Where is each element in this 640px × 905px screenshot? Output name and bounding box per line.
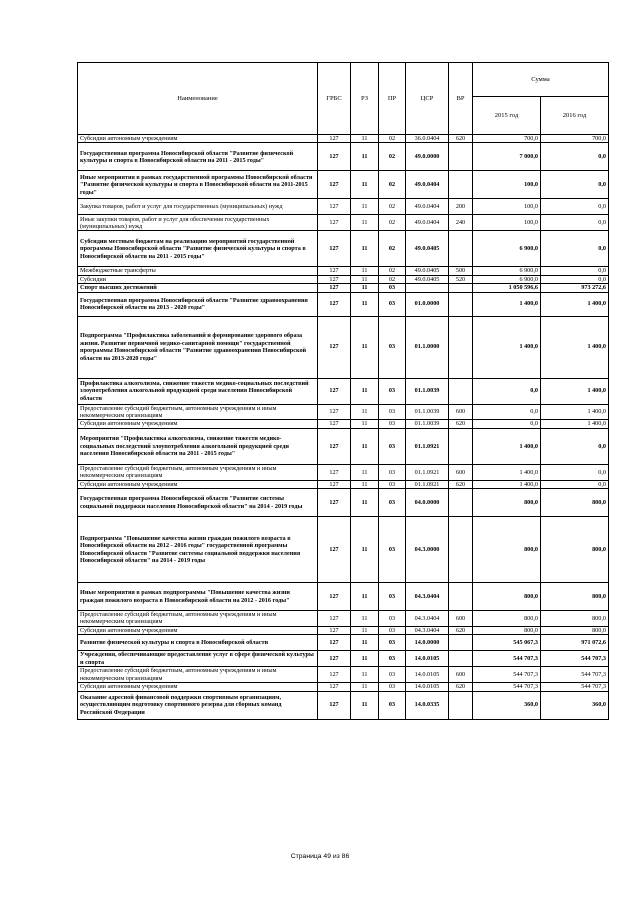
cell-y2015: 544 707,3 <box>473 651 541 667</box>
cell-name: Оказание адресной финансовой поддержки спортивным организациям, осуществляющим подготовку спортивного резерва для сборных команд Российской Федерации <box>78 691 318 719</box>
cell-vr <box>449 231 473 267</box>
cell-y2016: 0,0 <box>541 171 609 199</box>
cell-y2015: 700,0 <box>473 135 541 143</box>
table-row <box>78 231 609 267</box>
cell-vr: 600 <box>449 611 473 627</box>
cell-y2015: 544 707,3 <box>473 683 541 691</box>
table-row <box>78 626 609 634</box>
table-row <box>78 292 609 316</box>
cell-vr: 620 <box>449 135 473 143</box>
cell-name: Спорт высших достижений <box>78 284 318 292</box>
cell-pr: 02 <box>379 275 406 283</box>
cell-pr: 03 <box>379 651 406 667</box>
cell-y2015: 0,0 <box>473 378 541 404</box>
cell-y2016: 971 072,6 <box>541 635 609 651</box>
cell-rz: 11 <box>351 635 379 651</box>
cell-pr: 03 <box>379 480 406 488</box>
cell-pr: 03 <box>379 316 406 378</box>
cell-name: Иные закупки товаров, работ и услуг для обеспечения государственных (муниципальных) нужд <box>78 215 318 231</box>
cell-name: Предоставление субсидий бюджетным, автономным учреждениям и иным некоммерческим организациям <box>78 611 318 627</box>
cell-pr: 02 <box>379 215 406 231</box>
cell-y2016: 0,0 <box>541 215 609 231</box>
table-row <box>78 135 609 143</box>
cell-csr: 49.0.0000 <box>406 143 449 171</box>
table-row <box>78 199 609 215</box>
cell-vr <box>449 517 473 583</box>
cell-csr: 01.0.0000 <box>406 292 449 316</box>
cell-y2016: 0,0 <box>541 428 609 464</box>
cell-name: Субсидии автономным учреждениям <box>78 683 318 691</box>
cell-vr: 620 <box>449 420 473 428</box>
page-footer: Страница 49 из 86 <box>290 853 350 860</box>
cell-name: Развитие физической культуры и спорта в Новосибирской области <box>78 635 318 651</box>
cell-rz: 11 <box>351 489 379 517</box>
cell-y2015: 1 400,0 <box>473 480 541 488</box>
cell-csr: 49.0.0404 <box>406 215 449 231</box>
cell-grbs: 127 <box>318 489 351 517</box>
header-2016: 2016 год <box>541 97 609 135</box>
table-row <box>78 215 609 231</box>
cell-y2016: 800,0 <box>541 517 609 583</box>
cell-pr: 03 <box>379 428 406 464</box>
cell-pr: 02 <box>379 231 406 267</box>
cell-pr: 03 <box>379 635 406 651</box>
cell-vr <box>449 143 473 171</box>
cell-grbs: 127 <box>318 667 351 683</box>
cell-y2016: 0,0 <box>541 231 609 267</box>
cell-name: Мероприятия "Профилактика алкоголизма, снижение тяжести медико-социальных последствий злоупотребления алкогольной продукцией среди населения Новосибирской области на 2011 - 2015 годы" <box>78 428 318 464</box>
cell-csr: 01.1.0921 <box>406 428 449 464</box>
cell-csr: 01.1.0039 <box>406 420 449 428</box>
cell-pr: 03 <box>379 284 406 292</box>
cell-csr: 14.0.0105 <box>406 683 449 691</box>
cell-y2015: 100,0 <box>473 199 541 215</box>
cell-rz: 11 <box>351 231 379 267</box>
cell-csr <box>406 284 449 292</box>
cell-vr <box>449 651 473 667</box>
cell-rz: 11 <box>351 143 379 171</box>
cell-rz: 11 <box>351 611 379 627</box>
cell-csr: 04.0.0000 <box>406 489 449 517</box>
table-row <box>78 267 609 275</box>
cell-vr <box>449 489 473 517</box>
cell-grbs: 127 <box>318 626 351 634</box>
cell-y2015: 6 900,0 <box>473 275 541 283</box>
cell-vr: 620 <box>449 626 473 634</box>
cell-y2015: 6 900,0 <box>473 267 541 275</box>
cell-rz: 11 <box>351 199 379 215</box>
cell-y2016: 800,0 <box>541 626 609 634</box>
cell-csr: 01.1.0000 <box>406 316 449 378</box>
cell-y2015: 544 707,3 <box>473 667 541 683</box>
cell-grbs: 127 <box>318 420 351 428</box>
cell-y2015: 800,0 <box>473 626 541 634</box>
cell-pr: 03 <box>379 667 406 683</box>
cell-vr <box>449 171 473 199</box>
cell-y2016: 0,0 <box>541 267 609 275</box>
cell-grbs: 127 <box>318 316 351 378</box>
cell-csr: 36.0.0404 <box>406 135 449 143</box>
cell-name: Иные мероприятия в рамках государственной программы Новосибирской области "Развитие физической культуры и спорта в Новосибирской области на 2011-2015 годы" <box>78 171 318 199</box>
cell-y2016: 1 400,0 <box>541 404 609 420</box>
cell-y2016: 0,0 <box>541 480 609 488</box>
cell-rz: 11 <box>351 284 379 292</box>
cell-vr: 600 <box>449 404 473 420</box>
cell-rz: 11 <box>351 583 379 611</box>
table-row <box>78 583 609 611</box>
table-body <box>78 135 609 720</box>
cell-grbs: 127 <box>318 480 351 488</box>
cell-y2016: 544 707,3 <box>541 683 609 691</box>
cell-rz: 11 <box>351 651 379 667</box>
cell-rz: 11 <box>351 275 379 283</box>
cell-pr: 03 <box>379 292 406 316</box>
cell-pr: 03 <box>379 404 406 420</box>
cell-vr: 240 <box>449 215 473 231</box>
cell-y2015: 100,0 <box>473 171 541 199</box>
cell-csr: 14.0.0105 <box>406 667 449 683</box>
cell-y2015: 0,0 <box>473 420 541 428</box>
cell-y2016: 1 400,0 <box>541 316 609 378</box>
table-row <box>78 651 609 667</box>
cell-y2015: 545 067,3 <box>473 635 541 651</box>
header-rz: РЗ <box>351 63 379 135</box>
header-name: Наименование <box>78 63 318 135</box>
table-row <box>78 143 609 171</box>
cell-y2016: 800,0 <box>541 489 609 517</box>
cell-rz: 11 <box>351 316 379 378</box>
cell-grbs: 127 <box>318 404 351 420</box>
table-row <box>78 683 609 691</box>
cell-y2016: 1 400,0 <box>541 378 609 404</box>
cell-pr: 03 <box>379 517 406 583</box>
cell-grbs: 127 <box>318 651 351 667</box>
cell-vr <box>449 428 473 464</box>
cell-name: Предоставление субсидий бюджетным, автономным учреждениям и иным некоммерческим организациям <box>78 464 318 480</box>
cell-grbs: 127 <box>318 428 351 464</box>
cell-name: Государственная программа Новосибирской области "Развитие физической культуры и спорта в Новосибирской области на 2011 - 2015 годы" <box>78 143 318 171</box>
header-sum: Сумма <box>473 63 609 97</box>
cell-name: Государственная программа Новосибирской области "Развитие здравоохранения Новосибирской области на 2013 - 2020 годы" <box>78 292 318 316</box>
table-row <box>78 171 609 199</box>
cell-y2015: 800,0 <box>473 489 541 517</box>
table-row <box>78 420 609 428</box>
cell-y2016: 0,0 <box>541 143 609 171</box>
cell-pr: 02 <box>379 171 406 199</box>
cell-name: Подпрограмма "Повышение качества жизни граждан пожилого возраста в Новосибирской области на 2012 - 2016 годы" государственной программы Новосибирской области "Развитие системы социальной поддержки населения Новосибирской области" на 2014 - 2019 годы <box>78 517 318 583</box>
cell-name: Субсидии <box>78 275 318 283</box>
cell-pr: 03 <box>379 378 406 404</box>
cell-rz: 11 <box>351 517 379 583</box>
cell-grbs: 127 <box>318 267 351 275</box>
cell-csr: 14.0.0105 <box>406 651 449 667</box>
cell-name: Иные мероприятия в рамках подпрограммы "Повышение качества жизни граждан пожилого возраста в Новосибирской области на 2012 - 2016 годы" <box>78 583 318 611</box>
cell-name: Предоставление субсидий бюджетным, автономным учреждениям и иным некоммерческим организациям <box>78 667 318 683</box>
table-row <box>78 316 609 378</box>
cell-pr: 02 <box>379 267 406 275</box>
cell-pr: 03 <box>379 683 406 691</box>
cell-y2016: 973 272,6 <box>541 284 609 292</box>
cell-csr: 49.0.0405 <box>406 275 449 283</box>
cell-csr: 04.3.0404 <box>406 583 449 611</box>
cell-grbs: 127 <box>318 143 351 171</box>
cell-rz: 11 <box>351 404 379 420</box>
cell-rz: 11 <box>351 420 379 428</box>
cell-csr: 01.1.0039 <box>406 404 449 420</box>
cell-grbs: 127 <box>318 611 351 627</box>
cell-y2015: 1 050 596,6 <box>473 284 541 292</box>
cell-y2016: 544 707,3 <box>541 651 609 667</box>
budget-table-sheet <box>77 62 608 720</box>
cell-grbs: 127 <box>318 691 351 719</box>
cell-grbs: 127 <box>318 517 351 583</box>
cell-csr: 01.1.0921 <box>406 464 449 480</box>
cell-rz: 11 <box>351 171 379 199</box>
cell-grbs: 127 <box>318 464 351 480</box>
header-vr: ВР <box>449 63 473 135</box>
cell-name: Межбюджетные трансферты <box>78 267 318 275</box>
cell-name: Государственная программа Новосибирской области "Развитие системы социальной поддержки населения Новосибирской области" на 2014 - 2019 годы <box>78 489 318 517</box>
cell-csr: 49.0.0405 <box>406 267 449 275</box>
table-row <box>78 489 609 517</box>
cell-y2016: 0,0 <box>541 199 609 215</box>
cell-y2016: 1 400,0 <box>541 292 609 316</box>
cell-name: Учреждения, обеспечивающие предоставление услуг в сфере физической культуры и спорта <box>78 651 318 667</box>
budget-table <box>77 62 609 720</box>
cell-grbs: 127 <box>318 171 351 199</box>
cell-pr: 03 <box>379 626 406 634</box>
cell-rz: 11 <box>351 428 379 464</box>
cell-csr: 14.0.0000 <box>406 635 449 651</box>
header-csr: ЦСР <box>406 63 449 135</box>
cell-y2015: 1 400,0 <box>473 316 541 378</box>
cell-vr <box>449 378 473 404</box>
cell-name: Подпрограмма "Профилактика заболеваний и формирование здорового образа жизни. Развитие первичной медико-санитарной помощи" государственной программы Новосибирской области "Развитие здравоохранения Новосибирской области на 2013-2020 годы" <box>78 316 318 378</box>
cell-grbs: 127 <box>318 231 351 267</box>
cell-grbs: 127 <box>318 199 351 215</box>
cell-vr <box>449 691 473 719</box>
cell-vr: 520 <box>449 275 473 283</box>
cell-rz: 11 <box>351 292 379 316</box>
cell-rz: 11 <box>351 683 379 691</box>
cell-y2016: 1 400,0 <box>541 420 609 428</box>
cell-rz: 11 <box>351 626 379 634</box>
table-row <box>78 480 609 488</box>
cell-vr: 600 <box>449 667 473 683</box>
cell-y2015: 0,0 <box>473 404 541 420</box>
cell-y2015: 1 400,0 <box>473 292 541 316</box>
cell-y2016: 800,0 <box>541 583 609 611</box>
cell-grbs: 127 <box>318 378 351 404</box>
cell-y2015: 360,0 <box>473 691 541 719</box>
table-row <box>78 464 609 480</box>
cell-rz: 11 <box>351 135 379 143</box>
table-row <box>78 404 609 420</box>
cell-pr: 02 <box>379 199 406 215</box>
cell-grbs: 127 <box>318 635 351 651</box>
cell-rz: 11 <box>351 378 379 404</box>
table-row <box>78 517 609 583</box>
cell-vr: 600 <box>449 464 473 480</box>
cell-pr: 02 <box>379 143 406 171</box>
cell-rz: 11 <box>351 215 379 231</box>
cell-name: Субсидии автономным учреждениям <box>78 626 318 634</box>
cell-grbs: 127 <box>318 284 351 292</box>
cell-y2016: 360,0 <box>541 691 609 719</box>
cell-vr: 200 <box>449 199 473 215</box>
cell-y2016: 700,0 <box>541 135 609 143</box>
cell-vr <box>449 292 473 316</box>
cell-vr: 620 <box>449 480 473 488</box>
cell-vr <box>449 583 473 611</box>
cell-name: Предоставление субсидий бюджетным, автономным учреждениям и иным некоммерческим организациям <box>78 404 318 420</box>
cell-rz: 11 <box>351 667 379 683</box>
cell-pr: 03 <box>379 420 406 428</box>
cell-vr <box>449 284 473 292</box>
cell-csr: 14.0.0335 <box>406 691 449 719</box>
cell-csr: 01.1.0039 <box>406 378 449 404</box>
cell-y2015: 7 000,0 <box>473 143 541 171</box>
cell-grbs: 127 <box>318 135 351 143</box>
table-row <box>78 667 609 683</box>
cell-rz: 11 <box>351 480 379 488</box>
cell-vr: 500 <box>449 267 473 275</box>
cell-y2015: 100,0 <box>473 215 541 231</box>
table-row <box>78 635 609 651</box>
cell-rz: 11 <box>351 691 379 719</box>
cell-y2016: 0,0 <box>541 275 609 283</box>
cell-y2015: 800,0 <box>473 517 541 583</box>
cell-csr: 49.0.0405 <box>406 231 449 267</box>
cell-vr <box>449 316 473 378</box>
cell-csr: 01.1.0921 <box>406 480 449 488</box>
cell-grbs: 127 <box>318 583 351 611</box>
cell-csr: 04.3.0000 <box>406 517 449 583</box>
cell-csr: 49.0.0404 <box>406 171 449 199</box>
cell-y2015: 800,0 <box>473 611 541 627</box>
cell-y2015: 6 900,0 <box>473 231 541 267</box>
cell-pr: 03 <box>379 464 406 480</box>
cell-pr: 03 <box>379 489 406 517</box>
cell-name: Профилактика алкоголизма, снижение тяжести медико-социальных последствий злоупотребления алкогольной продукцией среди населения Новосибирской области <box>78 378 318 404</box>
table-row <box>78 378 609 404</box>
cell-y2015: 800,0 <box>473 583 541 611</box>
cell-csr: 04.3.0404 <box>406 611 449 627</box>
cell-pr: 03 <box>379 611 406 627</box>
cell-y2015: 1 400,0 <box>473 464 541 480</box>
cell-grbs: 127 <box>318 292 351 316</box>
cell-name: Субсидии автономным учреждениям <box>78 135 318 143</box>
cell-pr: 02 <box>379 135 406 143</box>
cell-rz: 11 <box>351 464 379 480</box>
cell-pr: 03 <box>379 691 406 719</box>
cell-vr <box>449 635 473 651</box>
cell-grbs: 127 <box>318 275 351 283</box>
cell-grbs: 127 <box>318 683 351 691</box>
table-row <box>78 691 609 719</box>
cell-name: Субсидии автономным учреждениям <box>78 480 318 488</box>
cell-vr: 620 <box>449 683 473 691</box>
cell-y2016: 544 707,3 <box>541 667 609 683</box>
cell-rz: 11 <box>351 267 379 275</box>
table-row <box>78 428 609 464</box>
cell-pr: 03 <box>379 583 406 611</box>
table-row <box>78 275 609 283</box>
cell-y2015: 1 400,0 <box>473 428 541 464</box>
header-pr: ПР <box>379 63 406 135</box>
cell-y2016: 800,0 <box>541 611 609 627</box>
cell-csr: 04.3.0404 <box>406 626 449 634</box>
header-grbs: ГРБС <box>318 63 351 135</box>
cell-y2016: 0,0 <box>541 464 609 480</box>
cell-name: Субсидии местным бюджетам на реализацию мероприятий государственной программы Новосибирской области "Развитие физической культуры и спорта в Новосибирской области на 2011 - 2015 годы" <box>78 231 318 267</box>
cell-name: Субсидии автономным учреждениям <box>78 420 318 428</box>
header-2015: 2015 год <box>473 97 541 135</box>
table-row <box>78 611 609 627</box>
cell-name: Закупка товаров, работ и услуг для государственных (муниципальных) нужд <box>78 199 318 215</box>
cell-csr: 49.0.0404 <box>406 199 449 215</box>
table-row <box>78 284 609 292</box>
cell-grbs: 127 <box>318 215 351 231</box>
